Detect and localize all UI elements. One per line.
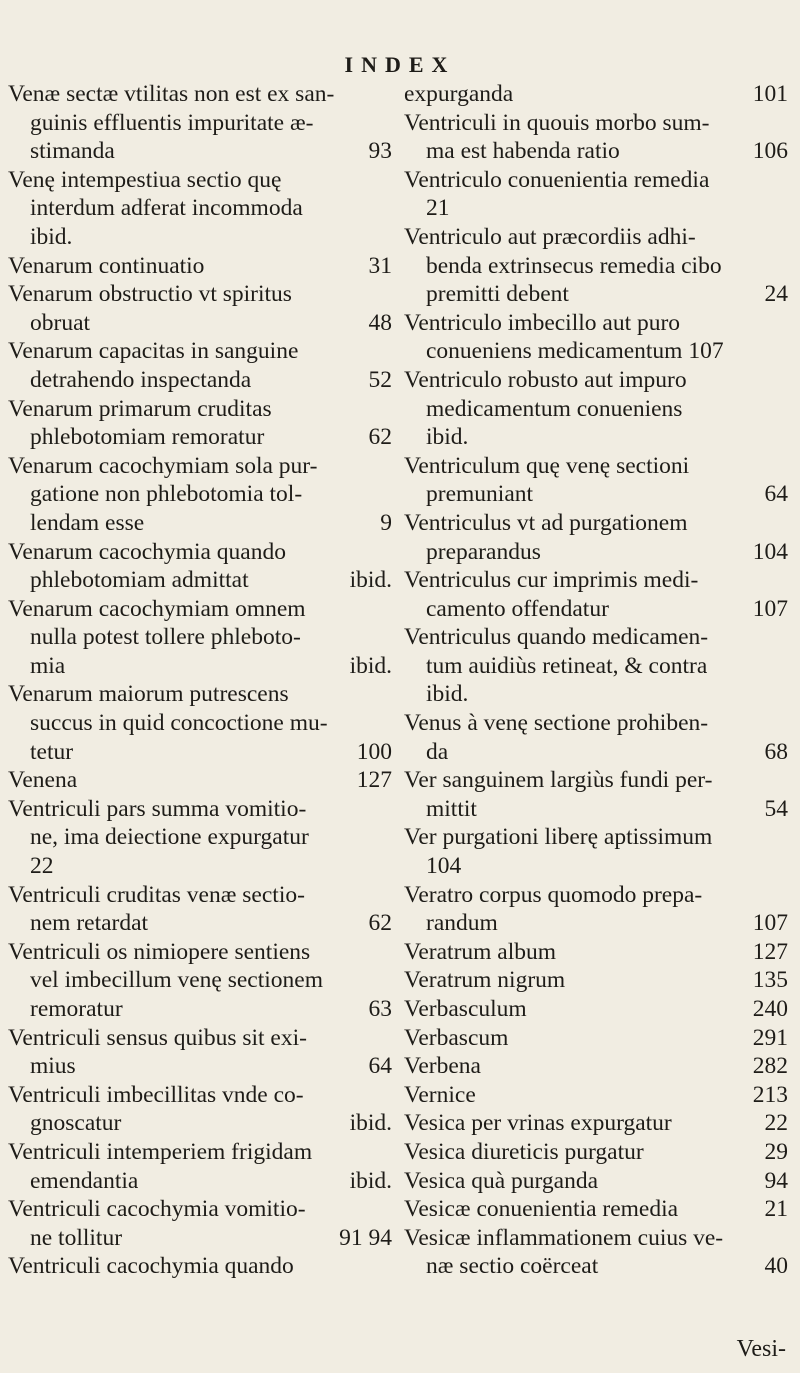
entry-line: ne tollitur — [30, 1224, 123, 1251]
index-entry — [404, 509, 792, 566]
entry-line: ma est habenda ratio — [426, 138, 620, 165]
page-reference: 213 — [745, 1081, 788, 1110]
page-reference: ibid. — [342, 566, 392, 595]
index-entry — [8, 452, 396, 538]
entry-line: Ventriculo aut præcordiis adhi- — [404, 223, 696, 250]
index-entry — [8, 1081, 396, 1138]
index-entry — [404, 223, 792, 309]
index-entry — [404, 566, 792, 623]
page-reference: 127 — [745, 938, 788, 967]
entry-line: camento offendatur — [426, 595, 609, 622]
entry-line: ibid. — [426, 424, 469, 451]
entry-line: lendam esse — [30, 509, 145, 536]
index-entry — [8, 280, 396, 337]
index-entry — [8, 80, 396, 166]
entry-line: tum auidiùs retineat, & contra — [426, 652, 708, 679]
page-reference: 91 94 — [331, 1224, 392, 1253]
entry-line: Verbasculum — [404, 996, 527, 1022]
index-entry — [404, 709, 792, 766]
entry-line: Veratro corpus quomodo prepa- — [404, 881, 703, 908]
entry-line: tetur — [30, 738, 74, 765]
page-reference: 282 — [745, 1052, 788, 1081]
entry-line: Venarum maiorum putrescens — [8, 681, 289, 708]
entry-line: Vesica per vrinas expurgatur — [404, 1110, 672, 1137]
entry-line: nulla potest tollere phleboto- — [30, 624, 301, 651]
entry-line: mittit — [426, 795, 477, 822]
page-reference: 40 — [757, 1252, 789, 1281]
entry-line: Vesica diureticis purgatur — [404, 1138, 644, 1165]
entry-line: Venarum cacochymia quando — [8, 538, 286, 565]
index-entry — [404, 1024, 792, 1053]
page-reference: 68 — [757, 738, 789, 767]
entry-line: Ventriculus vt ad purgationem — [404, 509, 688, 536]
page-reference: 64 — [757, 480, 789, 509]
entry-line: gnoscatur — [30, 1110, 122, 1137]
page-reference: 9 — [372, 509, 392, 538]
index-entry — [8, 252, 396, 281]
entry-line: preparandus — [426, 538, 541, 565]
entry-line: mius — [30, 1053, 76, 1080]
page-reference: 21 — [757, 1195, 789, 1224]
page-reference: 22 — [757, 1109, 789, 1138]
entry-line: expurganda — [404, 81, 514, 107]
running-header: INDEX — [344, 52, 456, 77]
index-entry — [404, 966, 792, 995]
index-entry — [8, 680, 396, 766]
page-reference: 48 — [361, 309, 393, 338]
page-reference: 54 — [757, 795, 789, 824]
index-entry — [8, 595, 396, 681]
index-entry — [404, 823, 792, 880]
entry-line: Venus à venę sectione prohiben- — [404, 710, 709, 737]
entry-line: Ventriculum quę venę sectioni — [404, 452, 690, 479]
entry-line: Venarum primarum cruditas — [8, 395, 272, 422]
index-column-right — [404, 80, 792, 1281]
page-reference: 62 — [361, 909, 393, 938]
entry-line: Ventriculo conuenientia remedia — [404, 166, 710, 193]
index-entry — [8, 1195, 396, 1252]
entry-line: Ventriculi os nimiopere sentiens — [8, 938, 311, 965]
index-entry — [404, 1195, 792, 1224]
entry-line: 21 — [426, 195, 450, 222]
entry-line: Ventriculo robusto aut impuro — [404, 366, 687, 393]
index-entry — [8, 795, 396, 881]
entry-line: medicamentum conueniens — [426, 395, 683, 422]
page-reference: 63 — [361, 995, 393, 1024]
entry-line: Veratrum nigrum — [404, 967, 566, 994]
entry-line: Ventriculus cur imprimis medi- — [404, 567, 699, 594]
index-entry — [404, 623, 792, 709]
index-entry — [404, 938, 792, 967]
page-reference: ibid. — [342, 1167, 392, 1196]
entry-line: ne, ima deiectione expurgatur — [30, 824, 309, 851]
index-entry — [8, 881, 396, 938]
entry-line: Venæ sectæ vtilitas non est ex san- — [8, 81, 335, 107]
page-reference: 52 — [361, 366, 393, 395]
entry-line: Ventriculi imbecillitas vnde co- — [8, 1081, 304, 1108]
entry-line: Venarum obstructio vt spiritus — [8, 281, 292, 308]
index-entry — [404, 452, 792, 509]
catchword: Vesi- — [736, 1336, 786, 1362]
index-entry — [404, 1081, 792, 1110]
page-reference: 240 — [745, 995, 788, 1024]
page-reference: 94 — [757, 1167, 789, 1196]
page-reference: ibid. — [342, 1109, 392, 1138]
page-reference: 24 — [757, 280, 789, 309]
index-entry — [404, 881, 792, 938]
entry-line: emendantia — [30, 1167, 139, 1194]
entry-line: remoratur — [30, 996, 123, 1022]
entry-line: ibid. — [30, 223, 73, 250]
entry-line: 104 — [426, 853, 462, 880]
page-reference: 107 — [745, 909, 788, 938]
index-entry — [404, 1052, 792, 1081]
index-entry — [8, 1252, 396, 1281]
entry-line: Vesicæ inflammationem cuius ve- — [404, 1224, 724, 1251]
entry-line: Ventriculi intemperiem frigidam — [8, 1138, 313, 1165]
entry-line: detrahendo inspectanda — [30, 366, 252, 393]
entry-line: Veratrum album — [404, 938, 557, 965]
entry-line: Ventriculi cacochymia vomitio- — [8, 1196, 306, 1223]
entry-line: obruat — [30, 309, 91, 336]
index-entry — [404, 766, 792, 823]
entry-line: premitti debent — [426, 281, 569, 308]
entry-line: vel imbecillum venę sectionem — [30, 967, 324, 994]
page-reference: 107 — [745, 595, 788, 624]
entry-line: Ventriculi sensus quibus sit exi- — [8, 1024, 307, 1051]
entry-line: gatione non phlebotomia tol- — [30, 481, 303, 508]
index-entry — [404, 166, 792, 223]
index-entry — [8, 166, 396, 252]
entry-line: succus in quid concoctione mu- — [30, 710, 328, 737]
index-entry — [8, 337, 396, 394]
index-entry — [404, 995, 792, 1024]
entry-line: Ver sanguinem largiùs fundi per- — [404, 767, 713, 794]
entry-line: conueniens medicamentum 107 — [426, 338, 724, 365]
entry-line: premuniant — [426, 481, 534, 508]
page-reference: 31 — [361, 252, 393, 281]
index-entry — [404, 1138, 792, 1167]
page-reference: 93 — [361, 137, 393, 166]
entry-line: mia — [30, 652, 66, 679]
page-reference: 29 — [757, 1138, 789, 1167]
entry-line: Venarum cacochymiam sola pur- — [8, 452, 318, 479]
index-entry — [8, 938, 396, 1024]
entry-line: Ventriculi cruditas venæ sectio- — [8, 881, 305, 908]
entry-line: Venę intempestiua sectio quę — [8, 166, 282, 193]
entry-line: Vesicæ conuenientia remedia — [404, 1196, 679, 1223]
entry-line: phlebotomiam remoratur — [30, 424, 265, 451]
page-reference: 135 — [745, 966, 788, 995]
page-reference: 106 — [745, 137, 788, 166]
entry-line: ibid. — [426, 681, 469, 708]
entry-line: randum — [426, 910, 498, 937]
entry-line: nem retardat — [30, 910, 149, 937]
index-entry — [8, 1024, 396, 1081]
page-reference: 291 — [745, 1024, 788, 1053]
entry-line: phlebotomiam admittat — [30, 567, 249, 594]
entry-line: Venarum continuatio — [8, 252, 205, 279]
page-reference: 101 — [745, 80, 788, 109]
index-entry — [8, 1138, 396, 1195]
entry-line: Venena — [8, 767, 78, 794]
page-reference: 104 — [745, 538, 788, 567]
page-reference: 127 — [349, 766, 392, 795]
entry-line: Verbascum — [404, 1024, 509, 1051]
index-entry — [8, 395, 396, 452]
page-reference: 100 — [349, 738, 392, 767]
index-entry — [404, 1167, 792, 1196]
entry-line: Ventriculus quando medicamen- — [404, 624, 709, 651]
index-column-left — [8, 80, 396, 1281]
index-entry — [404, 109, 792, 166]
index-entry — [404, 309, 792, 366]
index-entry — [404, 1224, 792, 1281]
page-reference: 62 — [361, 423, 393, 452]
entry-line: 22 — [30, 853, 54, 880]
entry-line: Vesica quà purganda — [404, 1167, 599, 1194]
page-reference: ibid. — [342, 652, 392, 681]
entry-line: guinis effluentis impuritate æ- — [30, 109, 314, 136]
index-entry — [8, 766, 396, 795]
index-entry — [404, 366, 792, 452]
entry-line: interdum adferat incommoda — [30, 195, 303, 222]
page-reference: 64 — [361, 1052, 393, 1081]
entry-line: Ventriculi cacochymia quando — [8, 1253, 294, 1280]
entry-line: benda extrinsecus remedia cibo — [426, 252, 722, 279]
index-entry — [8, 538, 396, 595]
index-entry — [404, 80, 792, 109]
entry-line: Ventriculi pars summa vomitio- — [8, 795, 307, 822]
entry-line: Vernice — [404, 1081, 476, 1108]
index-entry — [404, 1109, 792, 1138]
entry-line: Verbena — [404, 1053, 481, 1080]
entry-line: Ventriculi in quouis morbo sum- — [404, 109, 710, 136]
entry-line: Ventriculo imbecillo aut puro — [404, 309, 681, 336]
entry-line: næ sectio coërceat — [426, 1253, 599, 1280]
entry-line: Venarum cacochymiam omnem — [8, 595, 306, 622]
entry-line: Venarum capacitas in sanguine — [8, 338, 299, 365]
entry-line: stimanda — [30, 138, 115, 165]
entry-line: Ver purgationi liberę aptissimum — [404, 824, 713, 851]
entry-line: da — [426, 738, 449, 765]
